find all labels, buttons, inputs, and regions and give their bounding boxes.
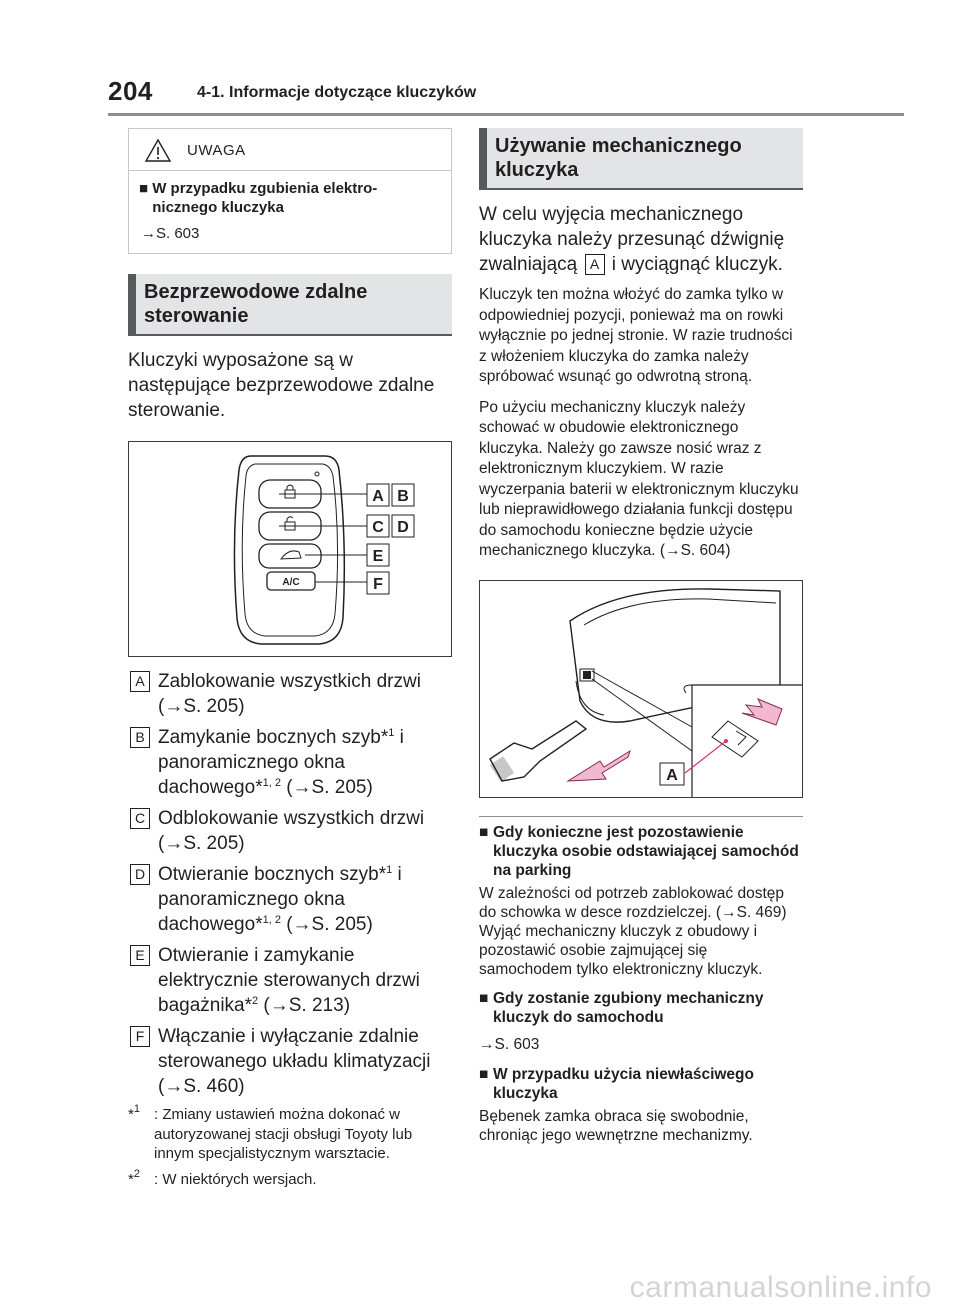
callout-a: A [666,766,678,784]
section-heading-mechanical: Używanie mechanicznego kluczyka [479,128,803,190]
footnote-text: : W niektórych wersjach. [154,1170,317,1188]
mechanical-key-illustration [480,581,803,798]
item-badge: D [130,864,150,885]
callout-e: E [372,548,384,565]
remote-items-list [128,669,452,1099]
item-text: (→S. 213) [258,995,351,1016]
square-bullet-icon: ■ [139,180,149,197]
footnote-ref: 1, 2 [262,777,281,789]
note-title: ■ Gdy konieczne jest pozostawienie kluczyka osobie odstawiającej samochód na parking [479,823,799,879]
left-column [128,128,452,1189]
item-badge: C [130,808,150,829]
warning-triangle-icon [145,139,171,162]
item-text: i panoramicznego okna dachowego* [158,864,402,935]
note-text: Bębenek zamka obraca się swobodnie, chroniąc jego wewnętrzne mechanizmy. [479,1108,753,1144]
footnote-text: : Zmiany ustawień można dokonać w autoryzowanej stacji obsługi Toyoty lub innym specjalistycznym warsztacie. [154,1106,413,1162]
item-text: Włączanie i wyłączanie zdalnie sterowanego układu klimatyzacji (→S. 460) [158,1026,431,1097]
note-text: →S. 603 [479,1035,540,1053]
mechanical-intro: W celu wyjęcia mechanicznego kluczyka należy przesunąć dźwignię zwalniającą A i wyciągnąć kluczyk. [479,204,785,275]
footnote-ref: 1, 2 [262,914,281,926]
warning-reference: →S. 603 [141,225,200,242]
page-number: 204 [108,76,153,106]
note-title: ■ Gdy zostanie zgubiony mechaniczny kluczyk do samochodu [479,989,764,1026]
item-text: Zamykanie bocznych szyb* [158,727,389,748]
list-item [128,943,452,1018]
ac-button-label: A/C [282,577,300,588]
warning-subhead-text: W przypadku zgubienia elektro-nicznego kluczyka [152,180,378,216]
section-title: 4-1. Informacje dotyczące kluczyków [197,84,477,101]
item-text: Odblokowanie wszystkich drzwi (→S. 205) [158,808,425,854]
note-text: Wyjąć mechaniczny kluczyk z obudowy i pozostawić osobie zajmującej się samochodem tylko elektroniczny kluczyk. [479,922,763,978]
footnote-mark: *$^2$ [128,1167,140,1188]
item-badge: E [130,945,150,966]
remote-intro: Kluczyki wyposażone są w następujące bezprzewodowe zdalne sterowanie. [128,350,435,421]
item-text: (→S. 205) [280,777,373,798]
warning-subhead [139,179,442,217]
item-text: i panoramicznego okna dachowego* [158,727,404,798]
right-column [479,128,803,1145]
header-rule [108,113,904,116]
item-text: Otwieranie i zamykanie elektrycznie sterowanych drzwi bagażnika* [158,945,420,1016]
note-text: W zależności od potrzeb zablokować dostęp do schowka w desce rozdzielczej. (→S. 469) [479,884,787,921]
footnote [128,1105,452,1164]
callout-c: C [372,519,384,536]
footnote-ref: 2 [252,995,259,1007]
warning-box [128,128,452,254]
watermark: carmanualsonline.info [629,1271,932,1304]
footnote-mark: *$^1$ [128,1103,140,1123]
item-text: Otwieranie bocznych szyb* [158,864,387,885]
warning-label: UWAGA [187,142,246,159]
item-badge: F [130,1026,150,1047]
key-fob-illustration [129,442,452,657]
square-bullet-icon: ■ [479,989,489,1007]
square-bullet-icon: ■ [479,823,489,841]
section-heading-remote: Bezprzewodowe zdalne sterowanie [128,274,452,336]
key-fob-figure [128,441,452,657]
mechanical-key-figure [479,580,803,798]
list-item [128,862,452,937]
footnote [128,1167,452,1190]
callout-b: B [397,488,409,505]
item-text: Zablokowanie wszystkich drzwi (→S. 205) [158,671,421,717]
list-item [128,669,452,719]
notes-rule [479,816,803,817]
item-badge: A [130,671,150,692]
list-item [128,725,452,800]
item-text: (→S. 205) [280,914,373,935]
footnote-ref: 1 [386,864,393,876]
note-title: ■ W przypadku użycia niewłaściwego kluczyka [479,1066,754,1102]
mechanical-paragraph-2: Po użyciu mechaniczny kluczyk należy schować w obudowie elektronicznego kluczyka. Należy go zawsze nosić wraz z elektronicznym kluczykiem. W razie wyczerpania baterii w elektronicznym kluczyku lub nieprawidłowego działania funkcji dostępu do samochodu konieczne będzie użycie mechanicznego kluczyka. (→S. 604) [479,398,799,559]
inline-badge-a: A [585,254,605,275]
item-badge: B [130,727,150,748]
footnote-ref: 1 [388,727,395,739]
callout-a: A [372,488,384,505]
warning-header [129,129,451,171]
list-item [128,806,452,856]
mechanical-paragraph-1: Kluczyk ten można włożyć do zamka tylko w odpowiedniej pozycji, ponieważ ma on rowki wyłącznie po jednej stronie. W razie trudności z włożeniem kluczyka do zamka należy spróbować wsunąć go odwrotną stroną. [479,286,793,385]
callout-f: F [373,576,383,593]
list-item [128,1024,452,1099]
callout-d: D [397,519,409,536]
square-bullet-icon: ■ [479,1066,489,1083]
